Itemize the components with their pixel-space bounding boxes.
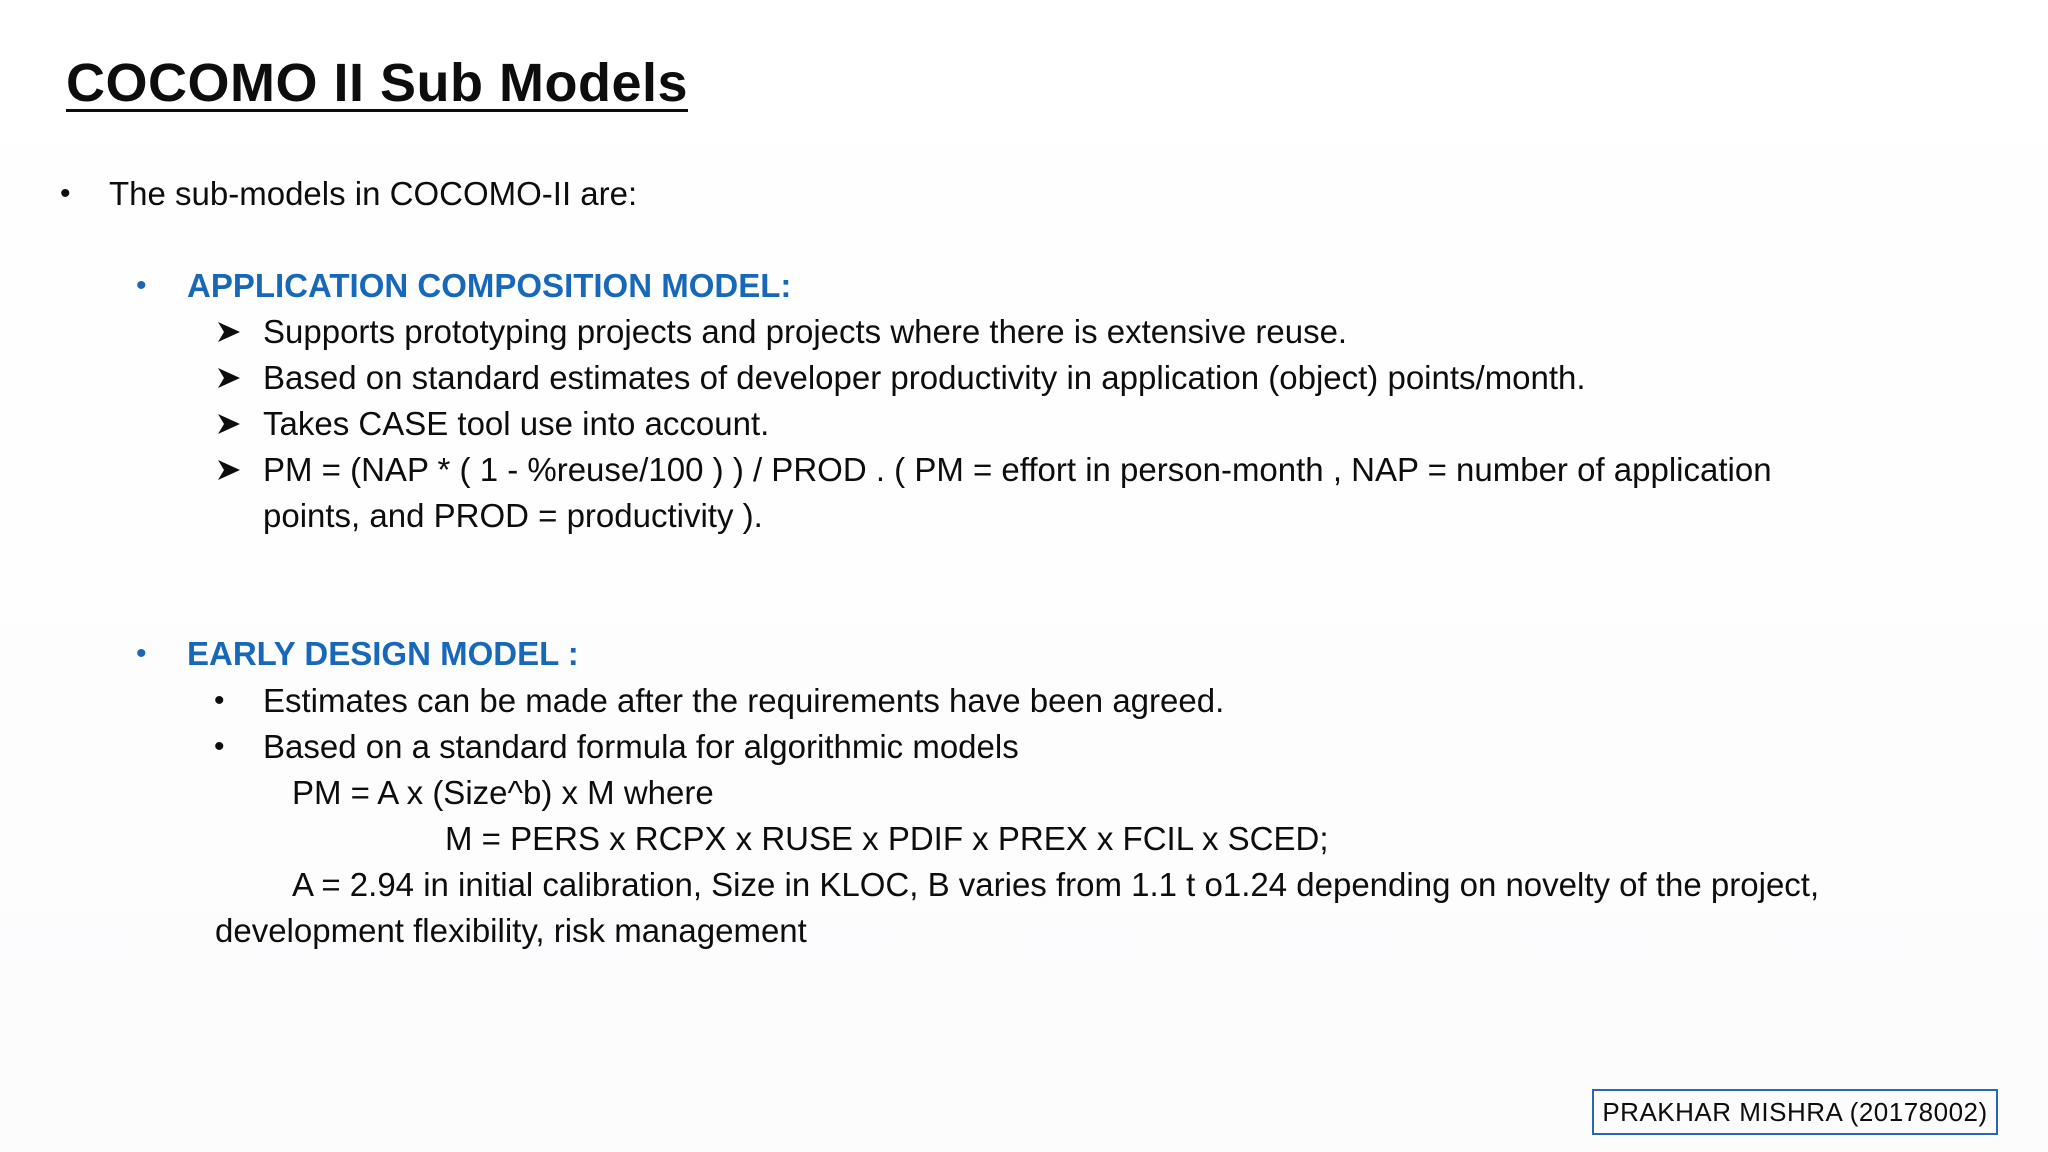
bullet-dot-icon: • — [214, 730, 225, 763]
app-comp-point-3: Takes CASE tool use into account. — [263, 405, 770, 442]
calibration-continuation: development flexibility, risk management — [215, 912, 807, 949]
intro-text: The sub-models in COCOMO-II are: — [109, 175, 638, 212]
arrow-right-icon — [216, 355, 242, 401]
arrow-right-icon — [216, 309, 242, 355]
early-design-point-1: Estimates can be made after the requirements have been agreed. — [263, 682, 1225, 719]
app-comp-point-1: Supports prototyping projects and projects where there is extensive reuse. — [263, 313, 1348, 350]
bullet-dot-icon: • — [136, 637, 147, 670]
arrow-right-icon — [216, 401, 242, 447]
application-composition-heading: APPLICATION COMPOSITION MODEL: — [187, 267, 792, 304]
slide-title: COCOMO II Sub Models — [66, 53, 689, 113]
bullet-dot-icon: • — [136, 269, 147, 302]
app-comp-point-4-continuation: points, and PROD = productivity ). — [263, 497, 763, 534]
app-comp-point-4: PM = (NAP * ( 1 - %reuse/100 ) ) / PROD . ( PM = effort in person-month , NAP = number of application — [263, 451, 1772, 488]
calibration-line: A = 2.94 in initial calibration, Size in KLOC, B varies from 1.1 t o1.24 depending on novelty of the project, — [292, 866, 1820, 903]
arrow-right-icon — [216, 447, 242, 493]
bullet-dot-icon: • — [60, 177, 71, 210]
early-design-heading: EARLY DESIGN MODEL : — [187, 635, 579, 672]
app-comp-point-2: Based on standard estimates of developer productivity in application (object) points/month. — [263, 359, 1586, 396]
early-design-point-2: Based on a standard formula for algorithmic models — [263, 728, 1019, 765]
author-badge: PRAKHAR MISHRA (20178002) — [1592, 1089, 1998, 1135]
formula-line: PM = A x (Size^b) x M where — [292, 774, 714, 811]
bullet-dot-icon: • — [214, 684, 225, 717]
multiplier-line: M = PERS x RCPX x RUSE x PDIF x PREX x FCIL x SCED; — [445, 820, 1329, 857]
